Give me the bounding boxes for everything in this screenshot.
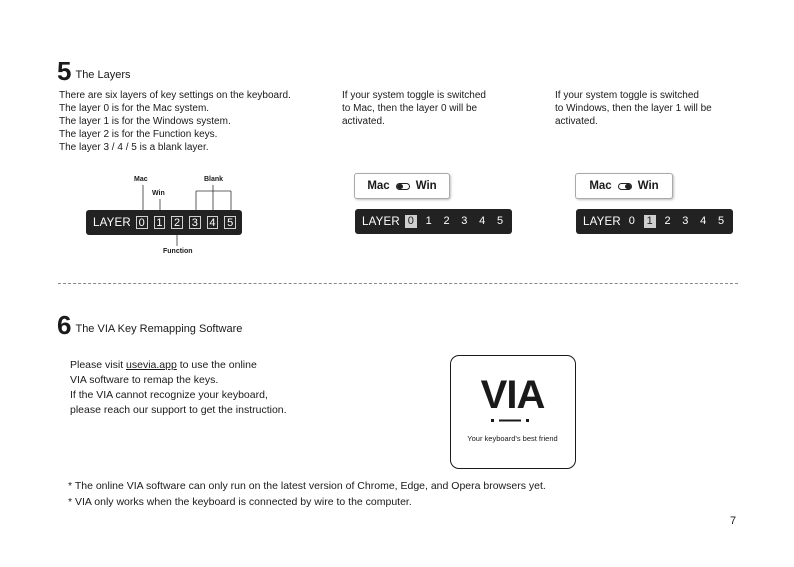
section-number: 6 [57,310,72,340]
layer-key-4: 4 [700,215,707,227]
annotation-mac: Mac [134,176,148,183]
layer-key-0: 0 [628,215,635,227]
section-divider [58,283,738,284]
via-notes [68,479,546,511]
text-line: activated. [555,116,598,127]
text-line: activated. [342,116,385,127]
layer-key-3: 3 [682,215,689,227]
text-line: The layer 2 is for the Function keys. [59,129,218,140]
layer-key-1-active: 1 [644,215,656,228]
toggle-switch-icon [396,183,410,190]
text-line: VIA software to remap the keys. [70,374,219,386]
layer-bar-win [576,209,733,234]
page-number: 7 [730,515,737,527]
layer-key-0: 0 [136,216,148,229]
layer-key-2: 2 [171,216,183,229]
layer-key-3: 3 [461,215,468,227]
text-line: There are six layers of key settings on the keyboard. [59,90,291,101]
annotation-function: Function [163,248,193,255]
system-toggle-mac [354,173,450,199]
layer-key-1: 1 [154,216,166,229]
system-toggle-win [575,173,673,199]
text-fragment: to use the online [176,359,257,371]
layer-key-5: 5 [497,215,504,227]
toggle-win-label: Win [637,180,659,192]
text-line: The layer 3 / 4 / 5 is a blank layer. [59,142,209,153]
note-line: * VIA only works when the keyboard is connected by wire to the computer. [68,496,412,508]
layer-key-5: 5 [718,215,725,227]
layer-label: LAYER [93,216,131,229]
via-logo-underline-icon [491,418,535,424]
section-title: The Layers [75,69,131,81]
usevia-link[interactable]: usevia.app [126,359,177,371]
annotation-blank: Blank [204,176,224,183]
layer-bar-mac [355,209,512,234]
text-line: If the VIA cannot recognize your keyboard, [70,389,268,401]
text-line: If your system toggle is switched [342,90,486,101]
layer-key-2: 2 [443,215,450,227]
section-6-heading [57,312,242,338]
note-line: * The online VIA software can only run on the latest version of Chrome, Edge, and Opera browsers yet. [68,480,546,492]
text-line: If your system toggle is switched [555,90,699,101]
text-fragment: Please visit [70,359,127,371]
layer-key-5: 5 [224,216,236,229]
toggle-mac-label: Mac [589,180,612,192]
layer-key-1: 1 [425,215,432,227]
section-title: The VIA Key Remapping Software [75,323,243,335]
text-line: please reach our support to get the instruction. [70,404,287,416]
layer-key-4: 4 [207,216,219,229]
text-line: The layer 1 is for the Windows system. [59,116,231,127]
via-description [70,358,287,418]
toggle-win-label: Win [415,180,437,192]
layer-bar-annotated [86,210,242,235]
toggle-mac-label: Mac [367,180,390,192]
via-logo-card [450,355,576,469]
via-tagline: Your keyboard's best friend [467,434,558,443]
layer-key-4: 4 [479,215,486,227]
layer-key-3: 3 [189,216,201,229]
text-line: The layer 0 is for the Mac system. [59,103,210,114]
via-logo-text: VIA [480,373,545,417]
via-logo [451,374,574,416]
text-line: to Windows, then the layer 1 will be [555,103,712,114]
layer-key-0-active: 0 [405,215,417,228]
annotation-win: Win [152,190,165,197]
section-number: 5 [57,56,72,86]
layer-label: LAYER [583,215,621,228]
layer-label: LAYER [362,215,400,228]
layer-key-2: 2 [664,215,671,227]
text-line [70,358,287,373]
toggle-switch-icon [618,183,632,190]
text-line: to Mac, then the layer 0 will be [342,103,478,114]
